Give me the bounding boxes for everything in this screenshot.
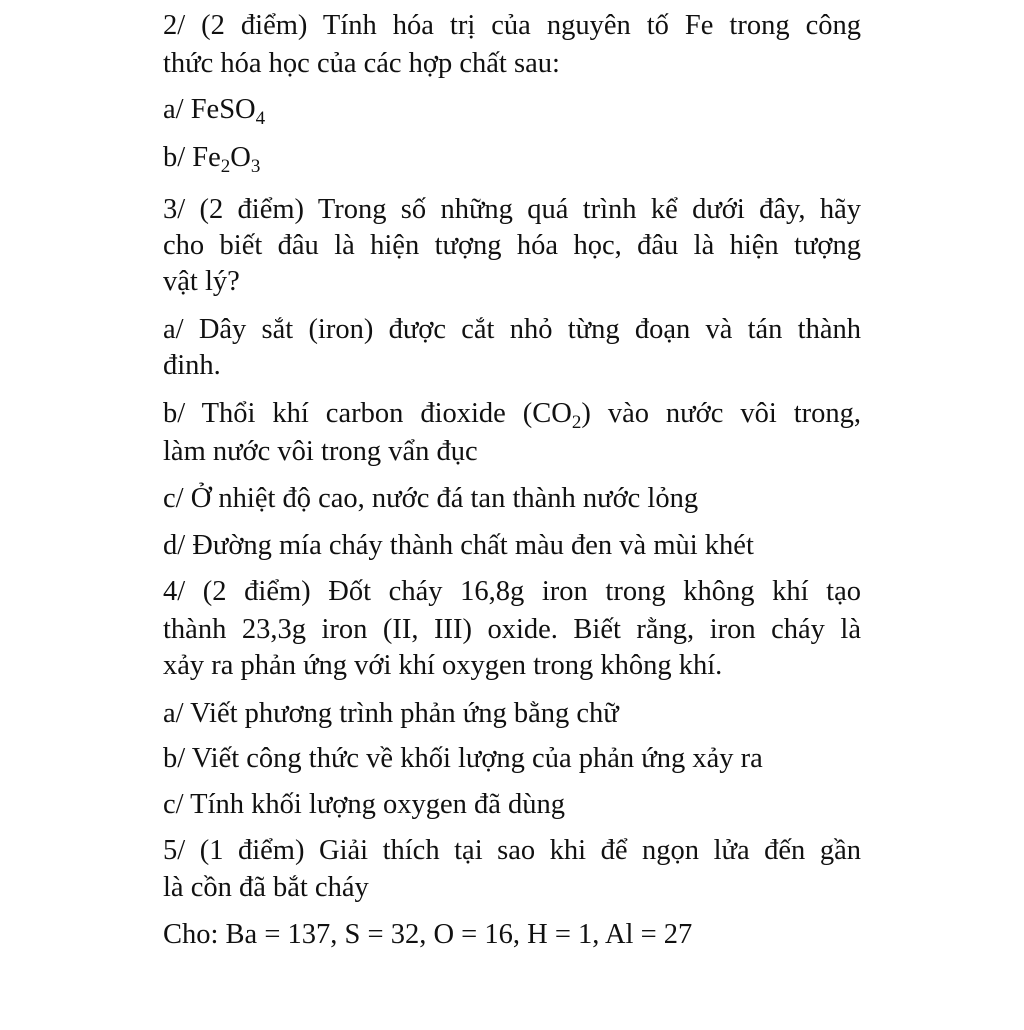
q3-line3: vật lý? <box>163 266 240 297</box>
q2-b-label: b/ Fe <box>163 142 221 173</box>
q3-a-line2: đinh. <box>163 350 221 381</box>
q2-option-b <box>163 140 861 176</box>
q5-line2: là cồn đã bắt cháy <box>163 872 369 903</box>
q2-b-mid: O <box>230 142 251 173</box>
q2-a-label: a/ FeSO <box>163 94 256 125</box>
q3-line1: 3/ (2 điểm) Trong số những quá trình kể dưới đây, hãy <box>163 194 861 225</box>
q3-d: d/ Đường mía cháy thành chất màu đen và mùi khét <box>163 530 754 561</box>
q3-line2: cho biết đâu là hiện tượng hóa học, đâu là hiện tượng <box>163 230 861 261</box>
q2-line2: thức hóa học của các hợp chất sau: <box>163 48 560 79</box>
q2-option-a <box>163 92 861 128</box>
q3-b-post: ) vào nước vôi trong, <box>581 398 861 429</box>
q4-line3: xảy ra phản ứng với khí oxygen trong không khí. <box>163 650 723 681</box>
q2-b-subscript-1: 2 <box>220 156 231 177</box>
q3-b-subscript: 2 <box>571 412 582 433</box>
q4-line1: 4/ (2 điểm) Đốt cháy 16,8g iron trong không khí tạo <box>163 576 861 607</box>
q2-a-subscript: 4 <box>255 108 266 129</box>
q4-a: a/ Viết phương trình phản ứng bằng chữ <box>163 698 619 729</box>
q5-line1: 5/ (1 điểm) Giải thích tại sao khi để ngọn lửa đến gần <box>163 835 861 866</box>
q3-b-pre: b/ Thổi khí carbon đioxide (CO <box>163 398 572 429</box>
q4-b: b/ Viết công thức về khối lượng của phản ứng xảy ra <box>163 743 763 774</box>
q2-line1: 2/ (2 điểm) Tính hóa trị của nguyên tố Fe trong công <box>163 10 861 41</box>
q3-a-line1: a/ Dây sắt (iron) được cắt nhỏ từng đoạn và tán thành <box>163 314 861 345</box>
q4-c: c/ Tính khối lượng oxygen đã dùng <box>163 789 566 820</box>
q4-line2: thành 23,3g iron (II, III) oxide. Biết rằng, iron cháy là <box>163 614 861 645</box>
q3-b-line1 <box>163 396 861 432</box>
q2-b-subscript-2: 3 <box>250 156 261 177</box>
q3-c: c/ Ở nhiệt độ cao, nước đá tan thành nước lỏng <box>163 483 699 514</box>
q3-b-line2: làm nước vôi trong vẩn đục <box>163 436 478 467</box>
given-masses: Cho: Ba = 137, S = 32, O = 16, H = 1, Al = 27 <box>163 919 693 950</box>
